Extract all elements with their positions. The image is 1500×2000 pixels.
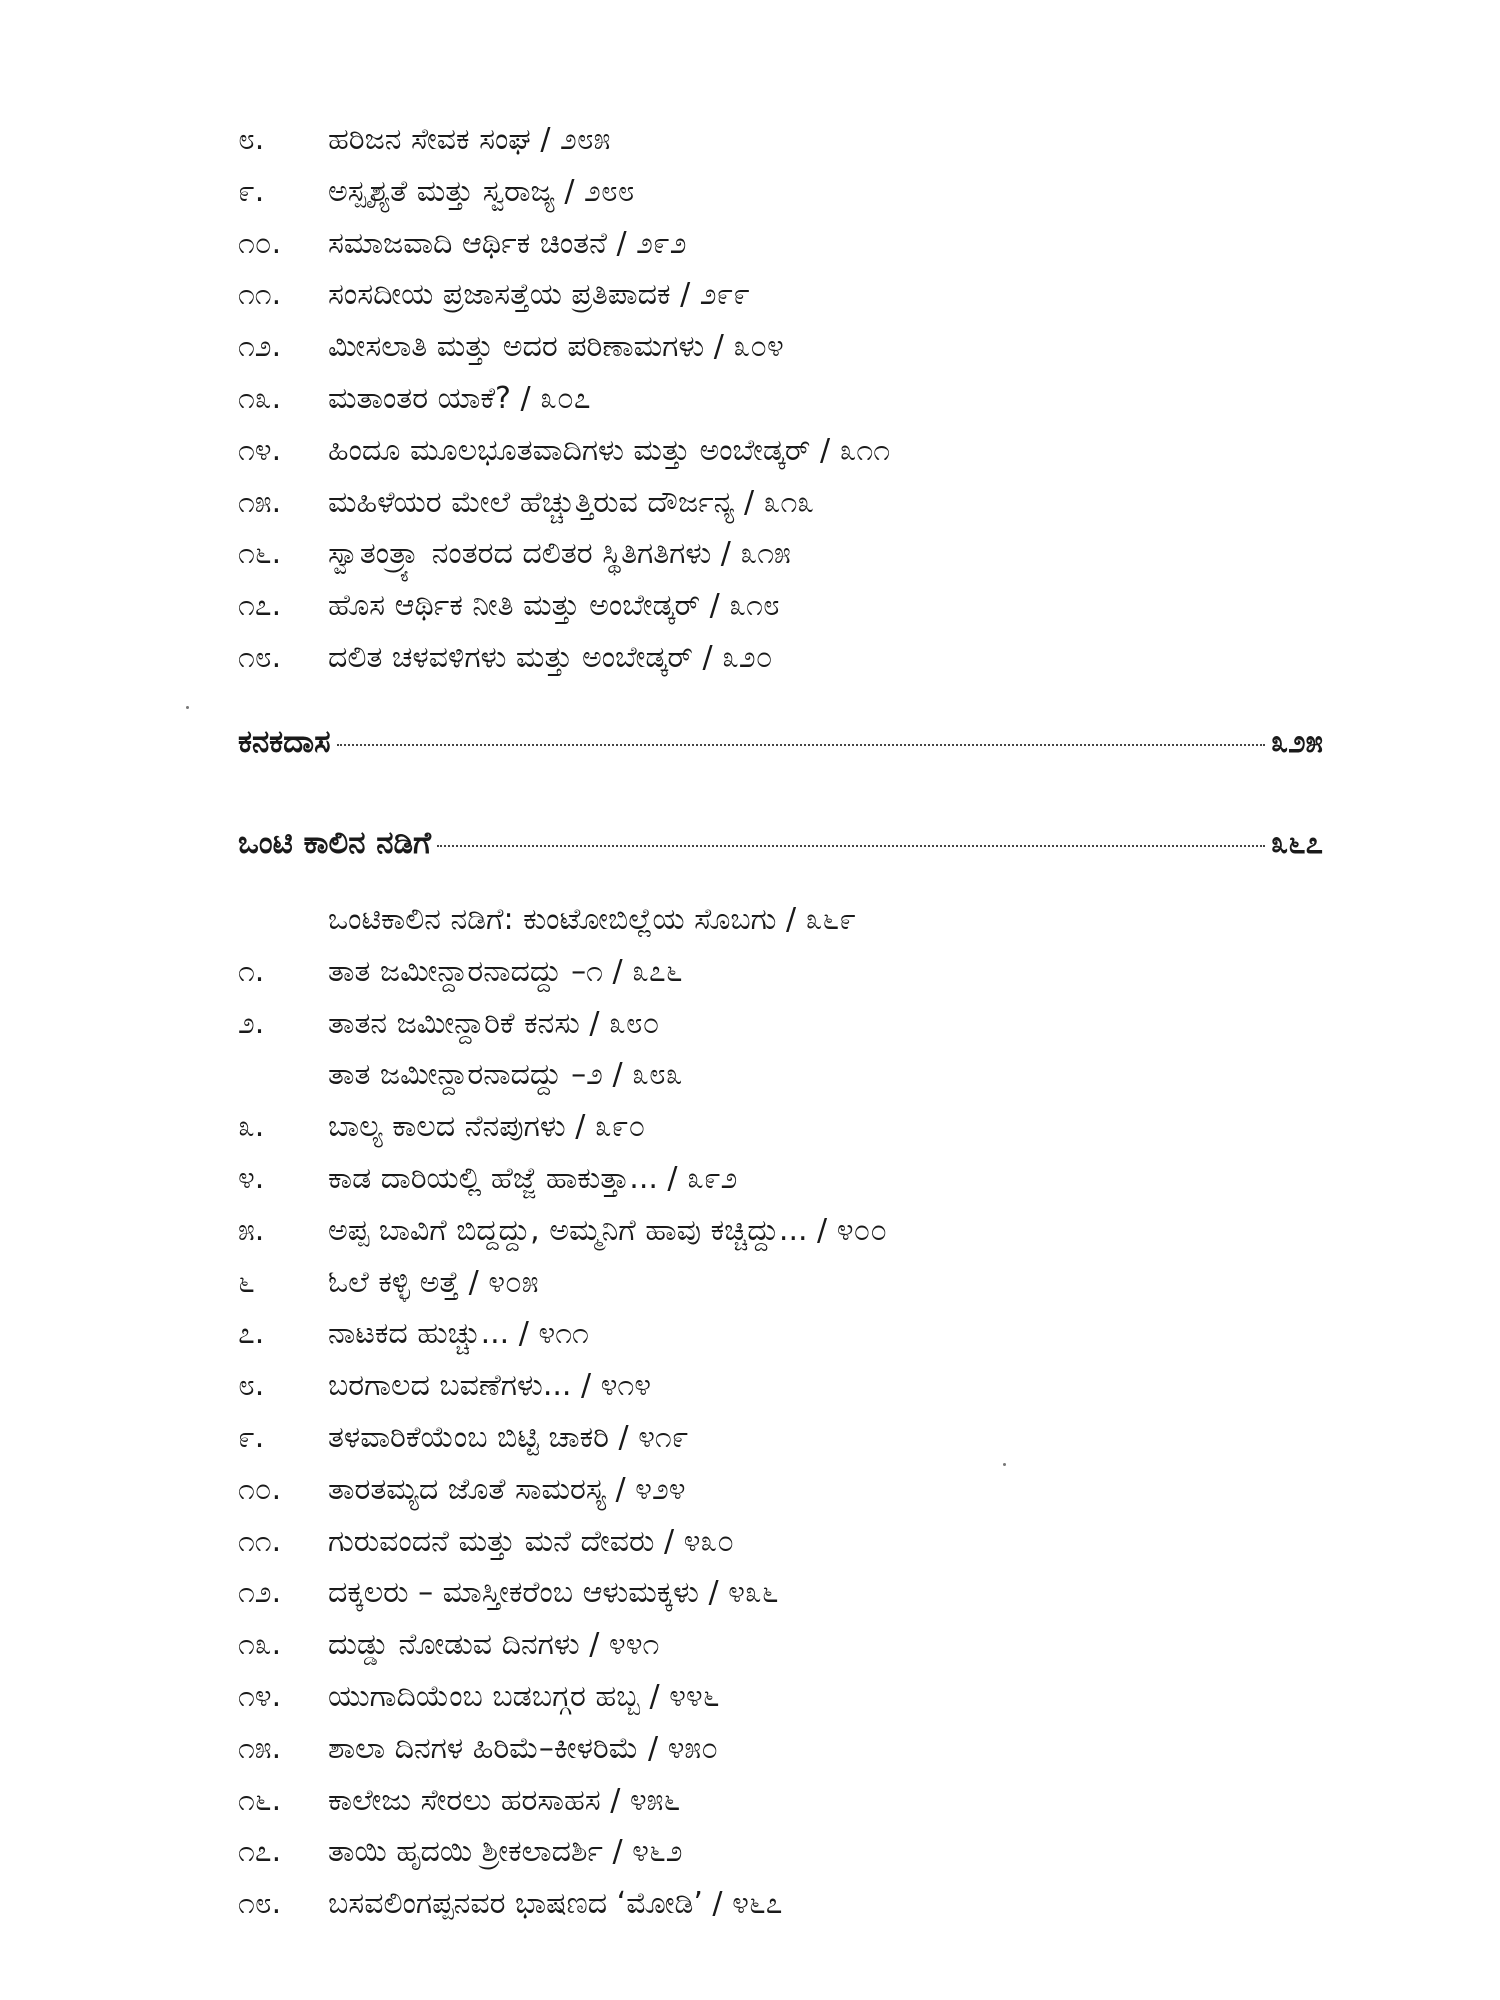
toc-entry xyxy=(0,528,1500,580)
scan-speck xyxy=(1003,1463,1006,1466)
toc-entry xyxy=(0,477,1500,529)
toc-entry-number: ೧೨. xyxy=(238,329,282,365)
toc-entry xyxy=(0,1205,1500,1257)
toc-entry-number: ೬ xyxy=(238,1264,255,1300)
toc-entry-title: ಸ್ವಾತಂತ್ರ್ಯಾ ನಂತರದ ದಲಿತರ ಸ್ಥಿತಿಗತಿಗಳು / ೩೧೫ xyxy=(328,536,791,572)
toc-entry-title: ದಲಿತ ಚಳವಳಿಗಳು ಮತ್ತು ಅಂಬೇಡ್ಕರ್ / ೩೨೦ xyxy=(328,639,773,675)
toc-entry-title: ಮತಾಂತರ ಯಾಕೆ? / ೩೦೭ xyxy=(328,380,591,416)
toc-entry-number: ೧೩. xyxy=(238,1627,282,1663)
toc-entry-title: ಬಸವಲಿಂಗಪ್ಪನವರ ಭಾಷಣದ ‘ಮೋಡಿ’ / ೪೬೭ xyxy=(328,1886,783,1922)
toc-entry xyxy=(0,1257,1500,1309)
toc-entry-title: ತಾಯಿ ಹೃದಯಿ ಶ್ರೀಕಲಾದರ್ಶಿ / ೪೬೨ xyxy=(328,1834,683,1870)
toc-entry-title: ಬರಗಾಲದ ಬವಣೆಗಳು... / ೪೧೪ xyxy=(328,1368,652,1404)
toc-entry xyxy=(0,1878,1500,1930)
toc-section-one-list xyxy=(0,114,1500,684)
toc-entry xyxy=(0,425,1500,477)
toc-entry-title: ತಾತ ಜಮೀನ್ದಾರನಾದದ್ದು –೧ / ೩೭೬ xyxy=(328,953,683,989)
scan-speck xyxy=(186,706,189,709)
toc-entry xyxy=(0,1775,1500,1827)
toc-entry-title: ಒಂಟಿಕಾಲಿನ ನಡಿಗೆ: ಕುಂಟೋಬಿಲ್ಲೆಯ ಸೊಬಗು / ೩೬೯ xyxy=(328,902,857,937)
toc-entry-title: ಕಾಲೇಜು ಸೇರಲು ಹರಸಾಹಸ / ೪೫೬ xyxy=(328,1782,681,1818)
toc-entry-number: ೧೩. xyxy=(238,380,282,416)
toc-entry-title: ಸಂಸದೀಯ ಪ್ರಜಾಸತ್ತೆಯ ಪ್ರತಿಪಾದಕ / ೨೯೯ xyxy=(328,277,751,313)
toc-entry-number: ೪. xyxy=(238,1160,265,1196)
toc-entry-title: ಬಾಲ್ಯ ಕಾಲದ ನೆನಪುಗಳು / ೩೯೦ xyxy=(328,1109,646,1145)
toc-entry-number: ೭. xyxy=(238,1316,265,1352)
toc-entry-number: ೨. xyxy=(238,1005,265,1041)
toc-entry-number: ೧೭. xyxy=(238,1834,282,1870)
toc-entry-title: ಹರಿಜನ ಸೇವಕ ಸಂಘ / ೨೮೫ xyxy=(328,122,611,157)
dotted-leader xyxy=(437,845,1265,847)
toc-entry-number: ೧೦. xyxy=(238,225,282,261)
toc-entry xyxy=(0,321,1500,373)
toc-entry xyxy=(0,1619,1500,1671)
toc-entry-title: ಹೊಸ ಆರ್ಥಿಕ ನೀತಿ ಮತ್ತು ಅಂಬೇಡ್ಕರ್ / ೩೧೮ xyxy=(328,588,780,624)
toc-entry-title: ಮೀಸಲಾತಿ ಮತ್ತು ಅದರ ಪರಿಣಾಮಗಳು / ೩೦೪ xyxy=(328,329,784,365)
toc-entry xyxy=(0,1723,1500,1775)
toc-entry-number: ೧. xyxy=(238,953,265,989)
toc-heading-page-number: ೩೬೭ xyxy=(1270,825,1323,861)
toc-entry-title: ಗುರುವಂದನೆ ಮತ್ತು ಮನೆ ದೇವರು / ೪೩೦ xyxy=(328,1523,734,1559)
toc-entry xyxy=(0,1049,1500,1101)
toc-entry-number: ೧೬. xyxy=(238,1782,282,1818)
toc-entry-number: ೯. xyxy=(238,1419,265,1455)
toc-entry xyxy=(0,1516,1500,1568)
toc-entry-number: ೧೮. xyxy=(238,1886,282,1922)
toc-heading-label: ಒಂಟಿ ಕಾಲಿನ ನಡಿಗೆ xyxy=(238,825,432,861)
toc-heading-page-number: ೩೨೫ xyxy=(1270,724,1323,760)
toc-entry-title: ತಾತನ ಜಮೀನ್ದಾರಿಕೆ ಕನಸು / ೩೮೦ xyxy=(328,1005,660,1041)
toc-entry-title: ಅಪ್ಪ ಬಾವಿಗೆ ಬಿದ್ದದ್ದು, ಅಮ್ಮನಿಗೆ ಹಾವು ಕಚ್ಚಿದ್ದು... / ೪೦೦ xyxy=(328,1212,888,1248)
toc-entry xyxy=(0,1101,1500,1153)
toc-entry-number: ೩. xyxy=(238,1109,265,1145)
toc-entry-title: ಶಾಲಾ ದಿನಗಳ ಹಿರಿಮೆ–ಕೀಳರಿಮೆ / ೪೫೦ xyxy=(328,1730,719,1766)
toc-entry-number: ೮. xyxy=(238,122,265,157)
toc-entry xyxy=(0,580,1500,632)
toc-entry-number: ೧೬. xyxy=(238,536,282,572)
toc-entry xyxy=(0,373,1500,425)
toc-entry-number: ೧೪. xyxy=(238,432,282,468)
toc-entry-number: ೯. xyxy=(238,173,265,209)
dotted-leader xyxy=(337,744,1265,746)
toc-entry xyxy=(0,269,1500,321)
toc-entry-title: ದುಡ್ಡು ನೋಡುವ ದಿನಗಳು / ೪೪೧ xyxy=(328,1627,660,1663)
toc-entry-number: ೧೫. xyxy=(238,484,282,520)
toc-entry-number: ೧೪. xyxy=(238,1678,282,1714)
toc-entry xyxy=(0,946,1500,998)
toc-entry xyxy=(0,998,1500,1050)
toc-entry xyxy=(0,1826,1500,1878)
toc-section-two-list xyxy=(0,894,1500,1930)
toc-entry-title: ಅಸ್ಪೃಶ್ಯತೆ ಮತ್ತು ಸ್ವರಾಜ್ಯ / ೨೮೮ xyxy=(328,173,635,209)
toc-entry xyxy=(0,1153,1500,1205)
toc-heading-onti-kalina-nadige xyxy=(238,825,1323,875)
toc-entry-title: ಕಾಡ ದಾರಿಯಲ್ಲಿ ಹೆಜ್ಜೆ ಹಾಕುತ್ತಾ... / ೩೯೨ xyxy=(328,1160,738,1196)
toc-entry-title: ಓಲೆ ಕಳ್ಳಿ ಅತ್ತೆ / ೪೦೫ xyxy=(328,1264,539,1300)
toc-entry-title: ತಾರತಮ್ಯದ ಜೊತೆ ಸಾಮರಸ್ಯ / ೪೨೪ xyxy=(328,1471,686,1507)
toc-entry-title: ತಾತ ಜಮೀನ್ದಾರನಾದದ್ದು –೨ / ೩೮೩ xyxy=(328,1057,683,1093)
toc-entry xyxy=(0,1567,1500,1619)
toc-entry xyxy=(0,894,1500,946)
toc-entry-number: ೧೧. xyxy=(238,277,282,313)
toc-entry-number: ೧೧. xyxy=(238,1523,282,1559)
toc-entry-title: ದಕ್ಕಲರು – ಮಾಸ್ತೀಕರೆಂಬ ಆಳುಮಕ್ಕಳು / ೪೩೬ xyxy=(328,1575,779,1611)
toc-entry-title: ಮಹಿಳೆಯರ ಮೇಲೆ ಹೆಚ್ಚುತ್ತಿರುವ ದೌರ್ಜನ್ಯ / ೩೧೩ xyxy=(328,484,815,520)
toc-entry xyxy=(0,114,1500,166)
toc-entry-number: ೧೨. xyxy=(238,1575,282,1611)
toc-entry xyxy=(0,166,1500,218)
toc-entry xyxy=(0,632,1500,684)
toc-entry xyxy=(0,1464,1500,1516)
toc-entry-title: ಯುಗಾದಿಯೆಂಬ ಬಡಬಗ್ಗರ ಹಬ್ಬ / ೪೪೬ xyxy=(328,1678,720,1714)
toc-entry-number: ೫. xyxy=(238,1212,265,1248)
toc-entry-number: ೮. xyxy=(238,1368,265,1404)
toc-entry-title: ಸಮಾಜವಾದಿ ಆರ್ಥಿಕ ಚಿಂತನೆ / ೨೯೨ xyxy=(328,225,687,261)
toc-heading-label: ಕನಕದಾಸ xyxy=(238,724,331,760)
toc-entry-number: ೧೫. xyxy=(238,1730,282,1766)
toc-entry-number: ೧೦. xyxy=(238,1471,282,1507)
toc-heading-kanakadasa xyxy=(238,724,1323,774)
toc-entry xyxy=(0,1308,1500,1360)
toc-entry-title: ತಳವಾರಿಕೆಯೆಂಬ ಬಿಟ್ಟಿ ಚಾಕರಿ / ೪೧೯ xyxy=(328,1419,689,1455)
toc-entry xyxy=(0,218,1500,270)
toc-entry xyxy=(0,1412,1500,1464)
toc-entry-title: ನಾಟಕದ ಹುಚ್ಚು... / ೪೧೧ xyxy=(328,1316,589,1352)
toc-entry-number: ೧೮. xyxy=(238,639,282,675)
toc-entry-title: ಹಿಂದೂ ಮೂಲಭೂತವಾದಿಗಳು ಮತ್ತು ಅಂಬೇಡ್ಕರ್ / ೩೧೧ xyxy=(328,432,890,468)
toc-entry xyxy=(0,1360,1500,1412)
toc-entry xyxy=(0,1671,1500,1723)
toc-entry-number: ೧೭. xyxy=(238,588,282,624)
